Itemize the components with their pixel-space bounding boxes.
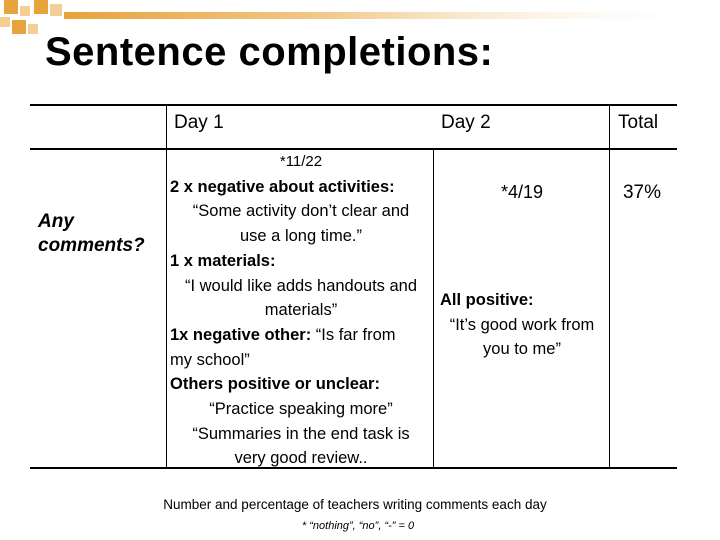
day1-lines [170,175,432,471]
day1-comment-line: “Practice speaking more” [209,400,393,419]
day1-comment-line: my school” [170,350,250,369]
day1-comment-line: “Some activity don’t clear and [192,202,410,221]
day1-comment-line: very good review.. [234,449,368,468]
header-day2: Day 2 [441,112,491,133]
day1-comments [170,150,432,471]
column-divider [166,104,167,468]
header-day1: Day 1 [174,112,224,133]
day1-comment-line: use a long time.” [240,227,362,246]
comment-category: 1x negative other: [170,325,312,344]
day1-comment-line: Others positive or unclear: [170,375,380,394]
day1-comment-line [170,323,432,348]
day2-count: *4/19 [500,182,544,202]
day2-positive-label: All positive: [440,291,534,309]
total-value: 37% [622,182,662,203]
column-divider [609,104,610,468]
day1-comment-line: “I would like adds handouts and [184,276,418,295]
day1-count: *11/22 [279,153,323,170]
day1-comment-line: “Summaries in the end task is [192,424,410,443]
day1-comment-line: 1 x materials: [170,251,276,270]
page-title: Sentence completions: [45,30,494,74]
day2-quote: “It’s good work from [449,315,595,334]
footnote: * “nothing”, “no”, “-” = 0 [301,520,415,532]
caption: Number and percentage of teachers writing comments each day [163,497,547,512]
day2-quote: you to me” [483,340,561,358]
column-divider [433,148,434,468]
row-label: Any comments? [38,211,145,256]
table-top-rule [30,104,677,106]
header-total: Total [618,112,659,133]
day2-comments [436,288,608,362]
comment-text: “Is far from [311,325,396,344]
day1-comment-line: 2 x negative about activities: [170,177,395,196]
day1-comment-line: materials” [264,301,338,320]
